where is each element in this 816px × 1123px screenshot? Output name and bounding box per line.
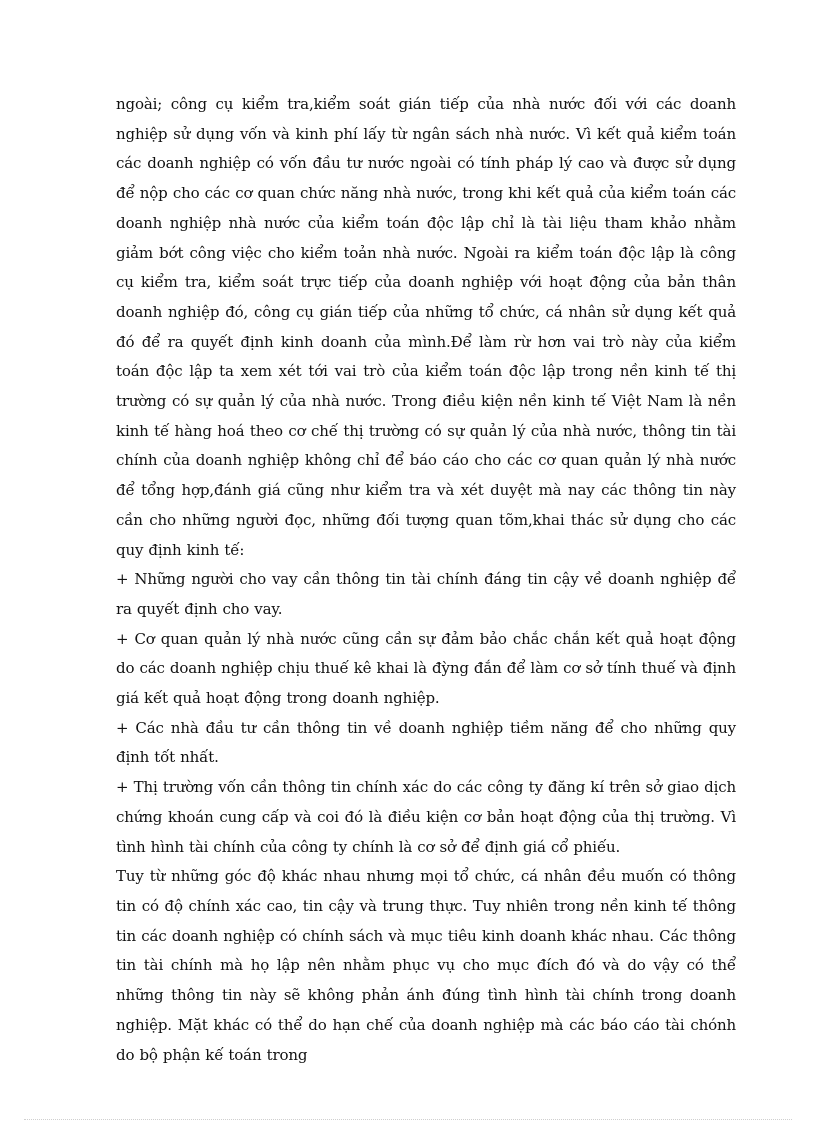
page-bottom-divider <box>24 1119 792 1120</box>
document-page <box>116 90 736 1070</box>
body-paragraph-conclusion: Tuy từ những góc độ khác nhau nhưng mọi tổ chức, cá nhân đều muốn có thông tin có độ chính xác cao, tin cậy và trung thực. Tuy nhiên trong nền kinh tế thông tin các doanh nghiệp có chính sách và mục tiêu kinh doanh khác nhau. Các thông tin tài chính mà họ lập nên nhằm phục vụ cho mục đích đó và do vậy có thể những thông tin này sẽ không phản ánh đúng tình hình tài chính trong doanh nghiệp. Mặt khác có thể do hạn chế của doanh nghiệp mà các báo cáo tài chónh do bộ phận kế toán trong <box>116 867 736 1064</box>
body-paragraph: ngoài; công cụ kiểm tra,kiểm soát gián tiếp của nhà nước đối với các doanh nghiệp sử dụng vốn và kinh phí lấy từ ngân sách nhà nước. Vì kết quả kiểm toán các doanh nghiệp có vốn đầu tư nước ngoài có tính pháp lý cao và được sử dụng để nộp cho các cơ quan chức năng nhà nước, trong khi kết quả của kiểm toán các doanh nghiệp nhà nước của kiểm toán độc lập chỉ là tài liệu tham khảo nhằm giảm bớt công việc cho kiểm toản nhà nước. Ngoài ra kiểm toán độc lập là công cụ kiểm tra, kiểm soát trực tiếp của doanh nghiệp với hoạt động của bản thân doanh nghiệp đó, công cụ gián tiếp của những tổ chức, cá nhân sử dụng kết quả đó để ra quyết định kinh doanh của mình.Để làm rừ hơn vai trò này của kiểm toán độc lập ta xem xét tới vai trò của kiểm toán độc lập trong nền kinh tế thị trường có sự quản lý của nhà nước. Trong điều kiện nền kinh tế Việt Nam là nền kinh tế hàng hoá theo cơ chế thị trường có sự quản lý của nhà nước, thông tin tài chính của doanh nghiệp không chỉ để báo cáo cho các cơ quan quản lý nhà nước để tổng hợp,đánh giá cũng như kiểm tra và xét duyệt mà nay các thông tin này cần cho những người đọc, những đối tượng quan tõm,khai thác sử dụng cho các quy định kinh tế: <box>116 95 736 559</box>
bullet-item-investors: + Các nhà đầu tư cần thông tin về doanh nghiệp tiềm năng để cho những quy định tốt nhất. <box>116 718 736 767</box>
bullet-item-lenders: + Những người cho vay cần thông tin tài chính đáng tin cậy về doanh nghiệp để ra quyết định cho vay. <box>116 570 736 618</box>
bullet-item-state-agencies: + Cơ quan quản lý nhà nước cũng cần sự đảm bảo chắc chắn kết quả hoạt động do các doanh nghiệp chịu thuế kê khai là đỳng đắn để làm cơ sở tính thuế và định giá kết quả hoạt động trong doanh nghiệp. <box>116 629 736 708</box>
bullet-item-capital-market: + Thị trường vốn cần thông tin chính xác do các công ty đăng kí trên sở giao dịch chứng khoán cung cấp và coi đó là điều kiện cơ bản hoạt động của thị trường. Vì tình hình tài chính của công ty chính là cơ sở để định giá cổ phiếu. <box>116 778 736 856</box>
